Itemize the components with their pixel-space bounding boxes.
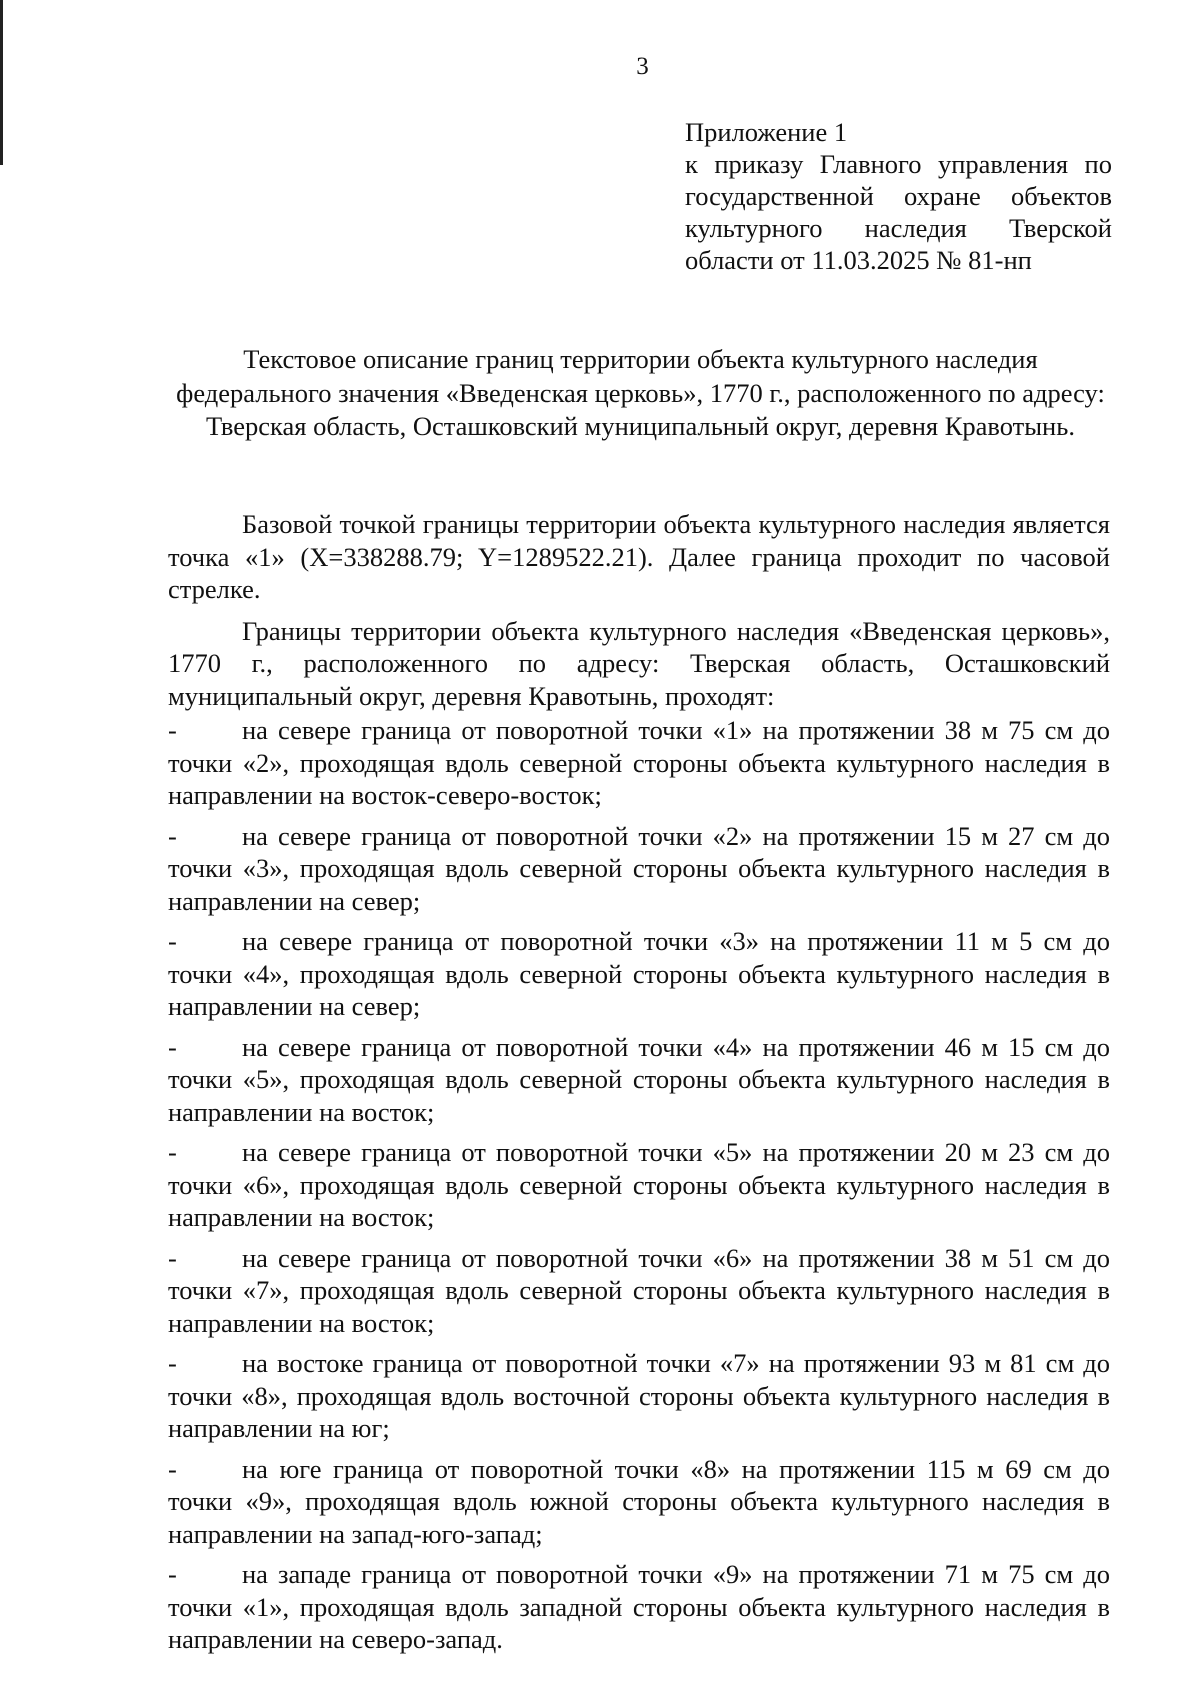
list-dash: - (168, 1453, 177, 1484)
list-dash: - (168, 1137, 177, 1167)
boundary-item (168, 1136, 1110, 1234)
document-heading: Текстовое описание границ территории объекта культурного наследия федерального значения «Введенская церковь», 1770 г., расположенного по адресу: Тверская область, Осташковский муниципальный округ, деревня Кравотынь. (176, 344, 1105, 441)
boundary-item (168, 925, 1110, 1023)
list-dash: - (168, 820, 177, 851)
boundary-item (168, 1242, 1110, 1340)
boundary-item (168, 714, 1110, 812)
boundary-item (168, 1453, 1110, 1551)
boundary-list (168, 714, 1110, 1656)
boundary-item-text: на севере граница от поворотной точки «5» на протяжении 20 м 23 см до точки «6», проходящая вдоль северной стороны объекта культурного наследия в направлении на восток; (168, 1137, 1110, 1232)
scan-edge-mark (0, 0, 3, 165)
boundary-item (168, 1558, 1110, 1656)
page-number: 3 (636, 53, 649, 80)
boundary-item-text: на севере граница от поворотной точки «6» на протяжении 38 м 51 см до точки «7», проходящая вдоль северной стороны объекта культурного наследия в направлении на восток; (168, 1242, 1110, 1338)
boundary-item-text: на востоке граница от поворотной точки «7» на протяжении 93 м 81 см до точки «8», проходящая вдоль восточной стороны объекта культурного наследия в направлении на юг; (168, 1348, 1110, 1443)
list-dash: - (168, 1559, 177, 1589)
appendix-block (685, 116, 1112, 276)
intro-paragraph: Базовой точкой границы территории объекта культурного наследия является точка «1» (X=338288.79; Y=1289522.21). Далее граница проходит по часовой стрелке. (168, 509, 1110, 604)
boundary-item-text: на юге граница от поворотной точки «8» на протяжении 115 м 69 см до точки «9», проходящая вдоль южной стороны объекта культурного наследия в направлении на запад-юго-запад; (168, 1453, 1110, 1549)
list-dash: - (168, 715, 177, 745)
appendix-reference: к приказу Главного управления по государственной охране объектов культурного наследия Тверской области от 11.03.2025 № 81-нп (685, 149, 1112, 275)
boundary-item (168, 1347, 1110, 1445)
boundary-item-text: на севере граница от поворотной точки «2» на протяжении 15 м 27 см до точки «3», проходящая вдоль северной стороны объекта культурного наследия в направлении на север; (168, 820, 1110, 916)
boundary-item-text: на западе граница от поворотной точки «9» на протяжении 71 м 75 см до точки «1», проходящая вдоль западной стороны объекта культурного наследия в направлении на северо-запад. (168, 1559, 1110, 1654)
boundary-item (168, 820, 1110, 918)
list-dash: - (168, 926, 177, 956)
boundary-item-text: на севере граница от поворотной точки «3» на протяжении 11 м 5 см до точки «4», проходящая вдоль северной стороны объекта культурного наследия в направлении на север; (168, 926, 1110, 1021)
document-body (168, 508, 1110, 1664)
list-dash: - (168, 1348, 177, 1378)
list-dash: - (168, 1031, 177, 1062)
boundary-item (168, 1031, 1110, 1129)
list-dash: - (168, 1242, 177, 1273)
appendix-title: Приложение 1 (685, 117, 848, 147)
boundary-item-text: на севере граница от поворотной точки «1» на протяжении 38 м 75 см до точки «2», проходящая вдоль северной стороны объекта культурного наследия в направлении на восток-северо-восток; (168, 715, 1110, 810)
list-lead-paragraph: Границы территории объекта культурного наследия «Введенская церковь», 1770 г., расположенного по адресу: Тверская область, Осташковский муниципальный округ, деревня Кравотынь, проходят: (168, 615, 1110, 711)
boundary-item-text: на севере граница от поворотной точки «4» на протяжении 46 м 15 см до точки «5», проходящая вдоль северной стороны объекта культурного наследия в направлении на восток; (168, 1031, 1110, 1127)
